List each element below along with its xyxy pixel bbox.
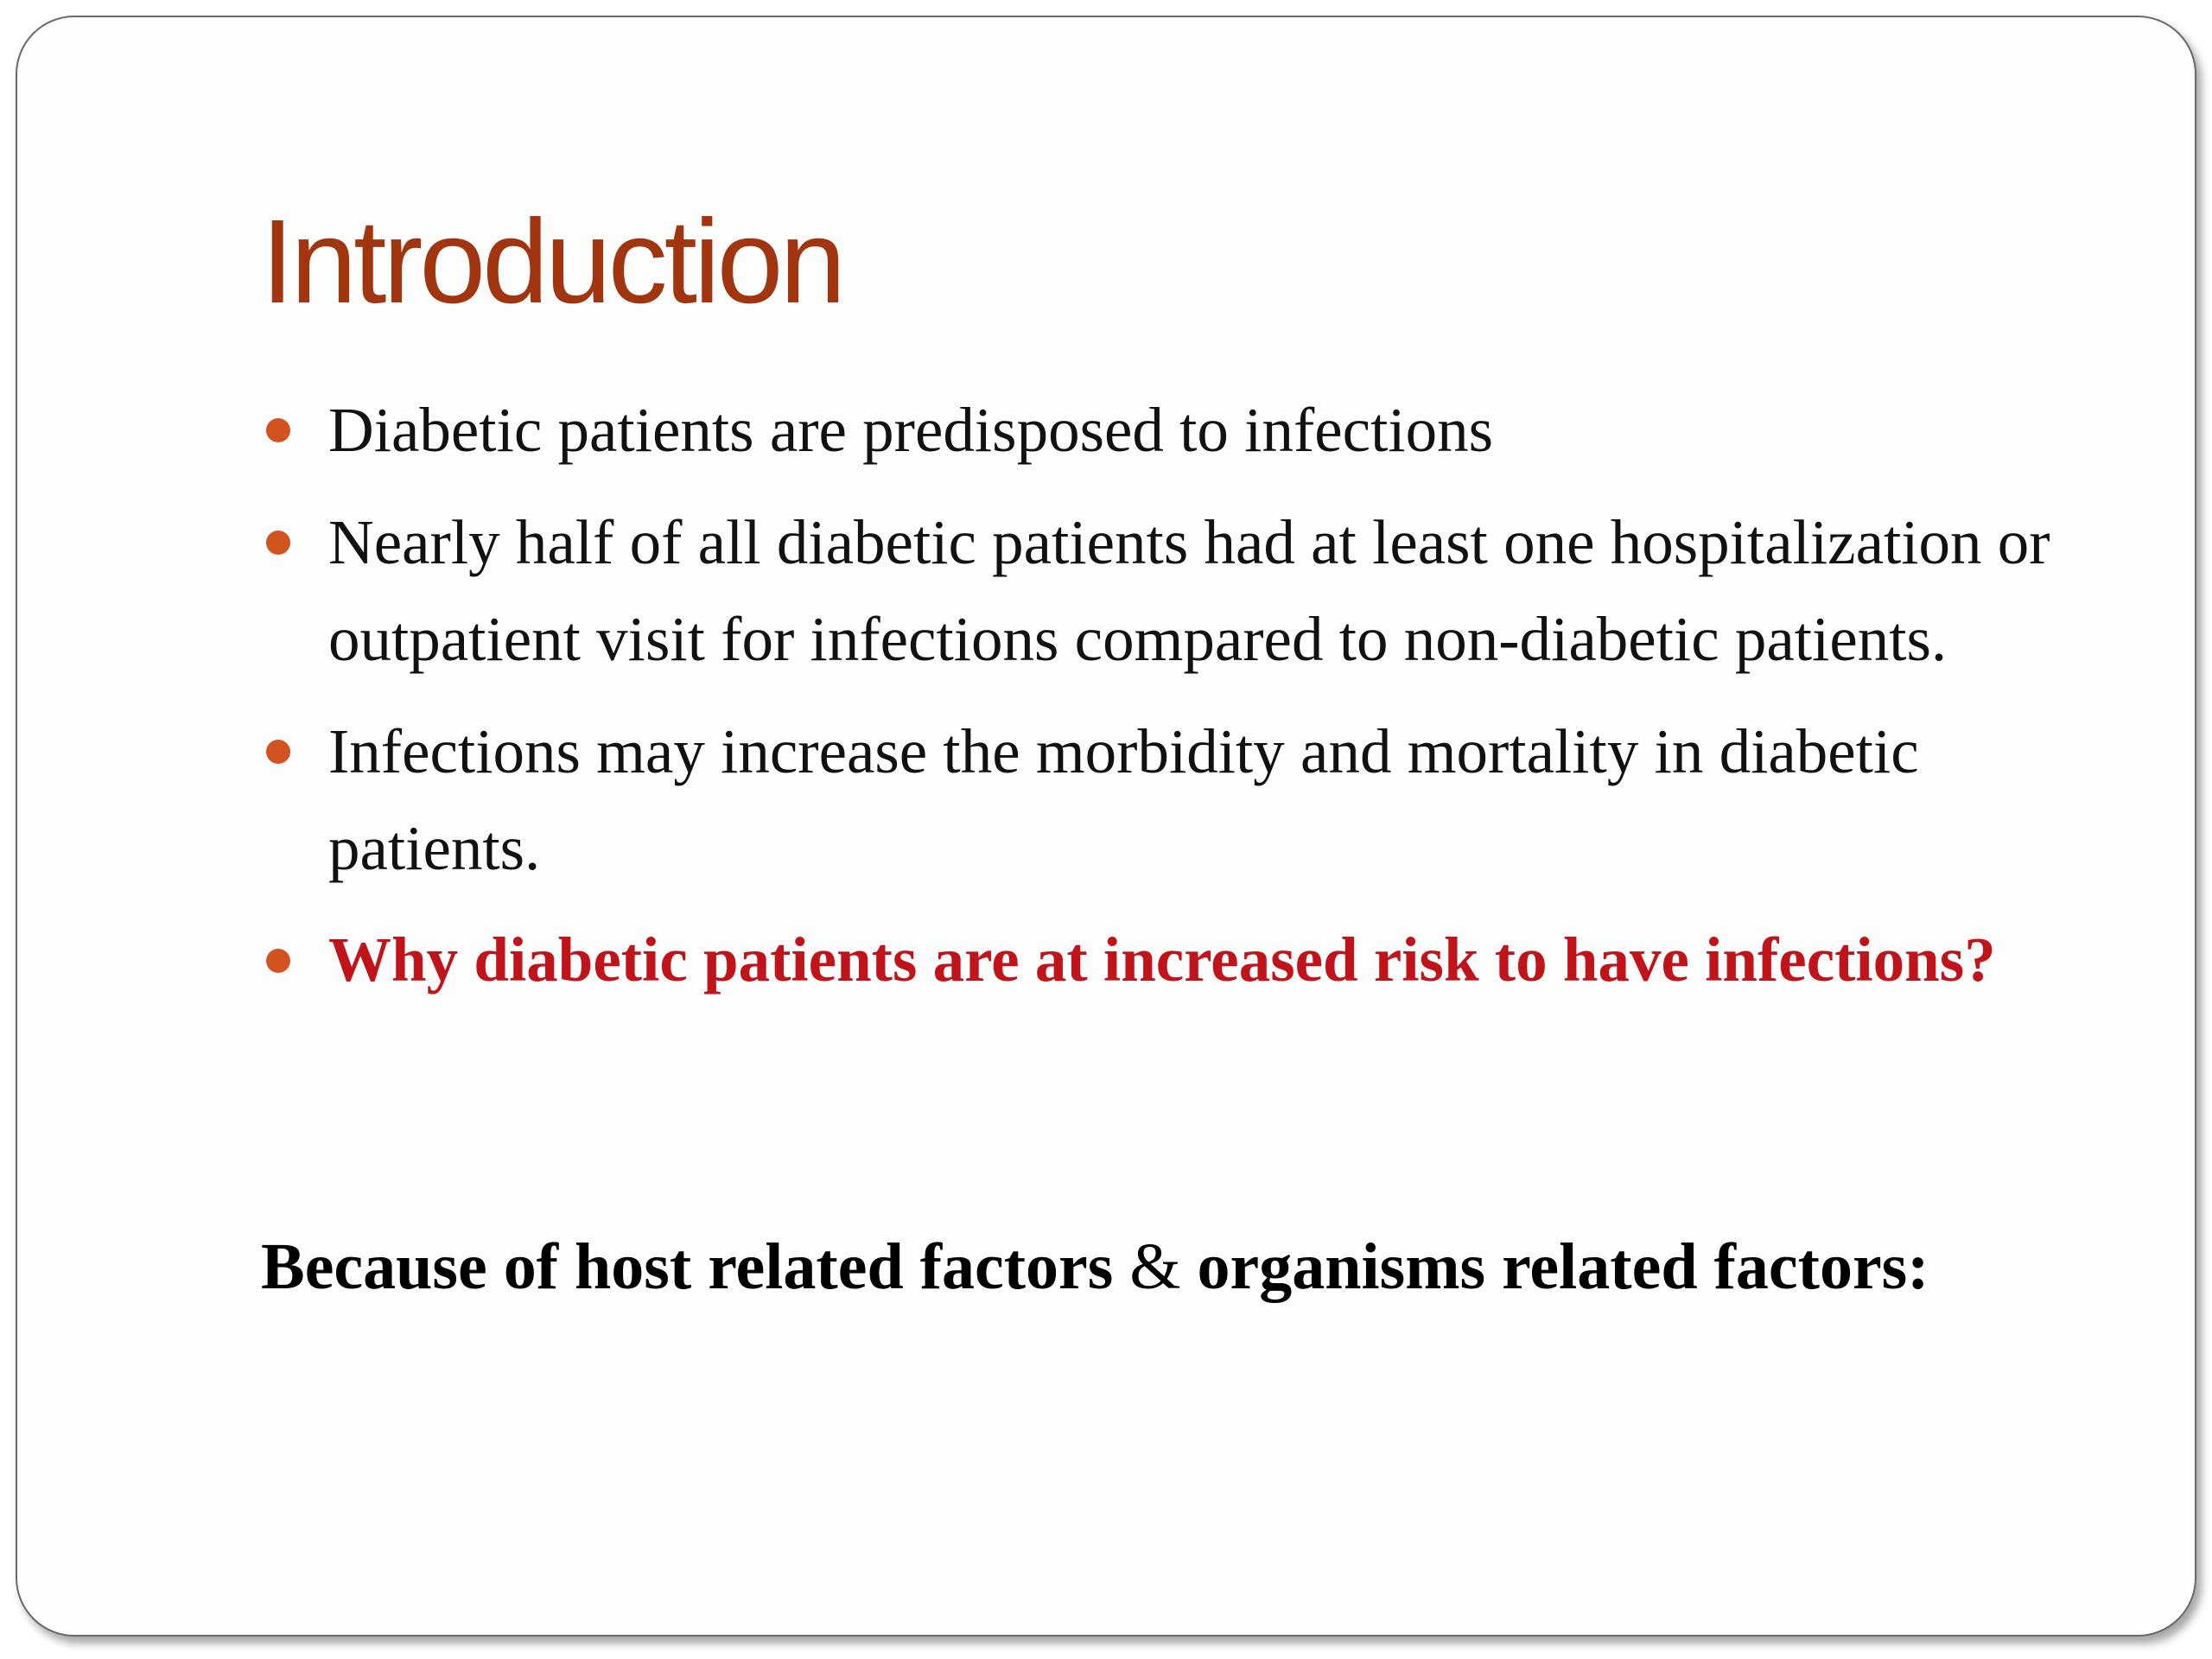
bullet-dot-icon (266, 418, 290, 442)
bullet-dot-icon (266, 949, 290, 973)
bullet-text: Diabetic patients are predisposed to infections (328, 395, 1494, 465)
bullet-text: Infections may increase the morbidity and mortality in diabetic patients. (328, 716, 1919, 883)
bullet-text: Nearly half of all diabetic patients had at least one hospitalization or outpatient visit for infections compared to non-diabetic patients. (328, 507, 2050, 674)
bullet-item (261, 494, 2075, 688)
bullet-dot-icon (266, 740, 290, 764)
conclusion-text (261, 1218, 2143, 1315)
slide-title: Introduction (261, 195, 843, 328)
bullet-list (261, 382, 2075, 1023)
bullet-dot-icon (266, 531, 290, 555)
bullet-item-question (261, 912, 2075, 1007)
bullet-item (261, 703, 2075, 897)
slide (16, 16, 2196, 1637)
bullet-text: Why diabetic patients are at increased risk to have infections? (328, 925, 1996, 995)
conclusion-part1: Because of host related factors (261, 1230, 1114, 1303)
bullet-item (261, 382, 2075, 479)
conclusion-ampersand: & (1113, 1230, 1198, 1303)
conclusion-part2: organisms related factors: (1197, 1230, 1929, 1303)
